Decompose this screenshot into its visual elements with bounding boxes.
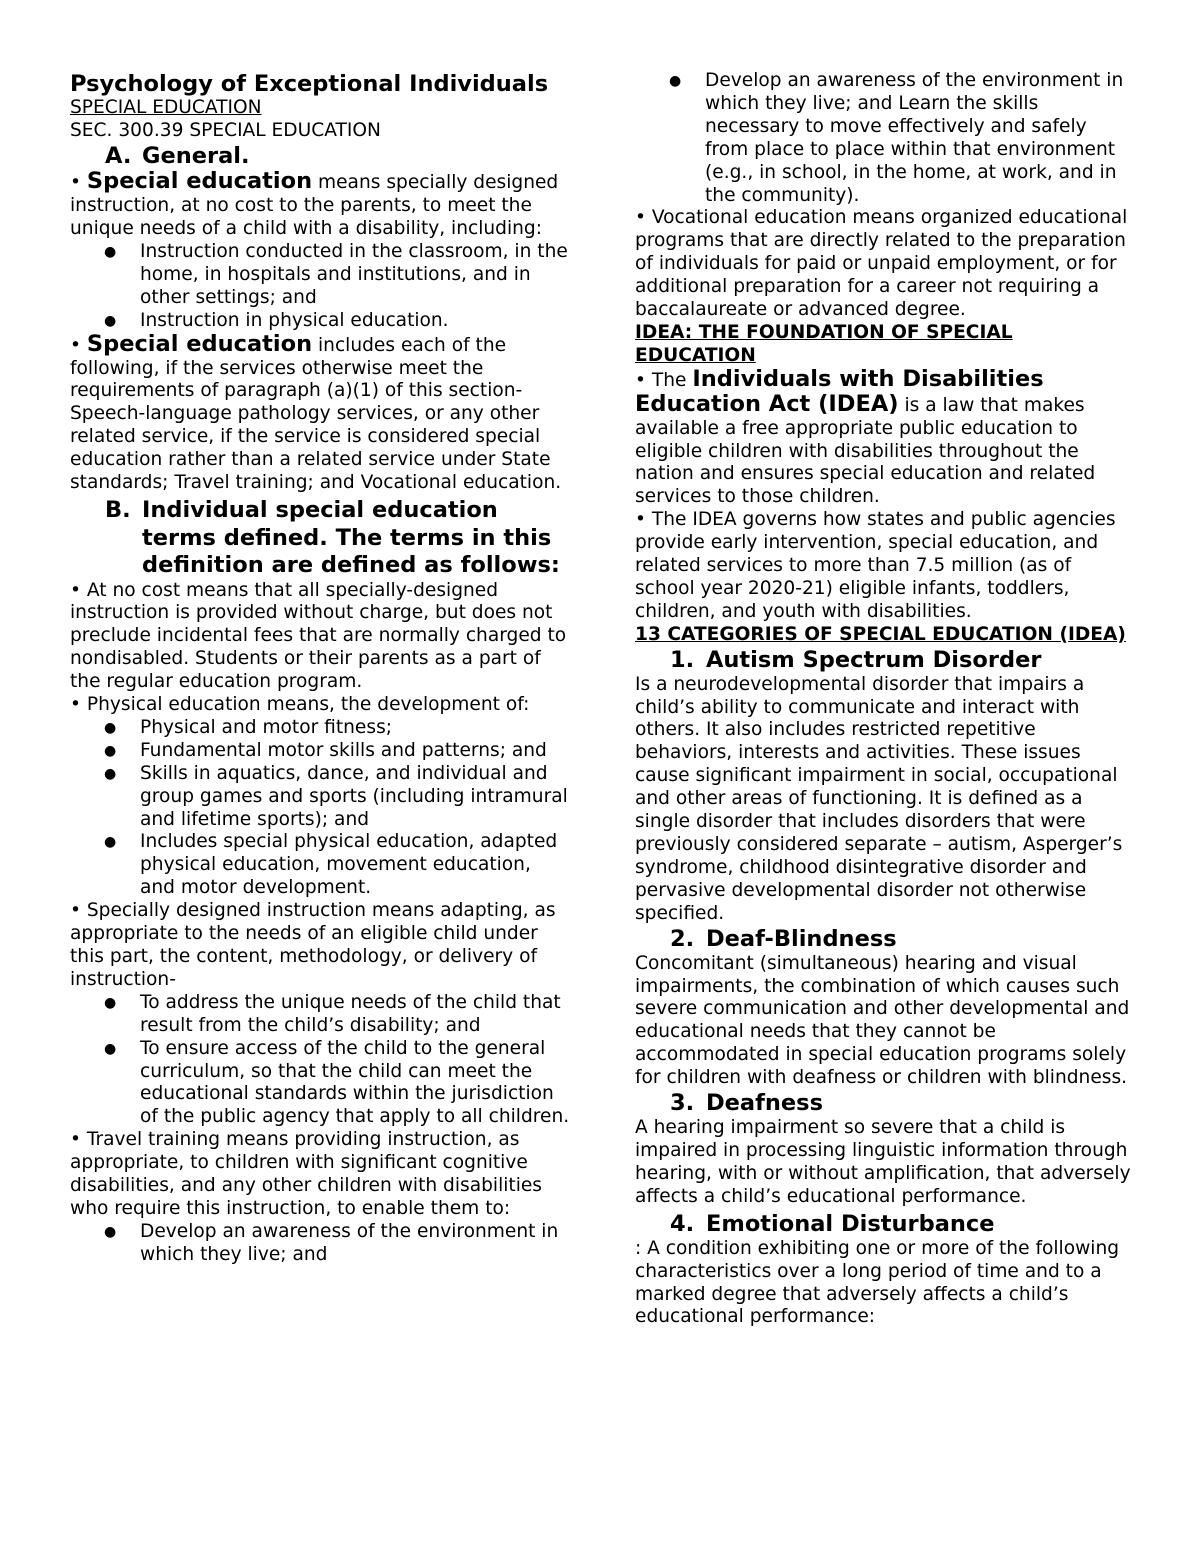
category-heading <box>635 926 1135 953</box>
paragraph-special-education-includes <box>70 330 570 495</box>
physical-education-list <box>70 717 570 900</box>
paragraph-idea-definition <box>635 365 1135 509</box>
paragraph-specially-designed-instruction: • Specially designed instruction means adapting, as appropriate to the needs of an eligible child under this part, the content, methodology, or delivery of instruction- <box>70 900 556 990</box>
heading-idea-foundation: IDEA: THE FOUNDATION OF SPECIAL EDUCATION <box>635 321 1013 366</box>
list-item <box>635 70 1135 207</box>
travel-training-list-continued <box>635 70 1135 207</box>
section-a-title: General. <box>142 142 250 169</box>
paragraph-physical-education: • Physical education means, the development of: <box>70 694 530 716</box>
category-number: 3. <box>670 1090 695 1117</box>
bullet-icon: ● <box>104 1040 117 1057</box>
bullet-icon: ● <box>104 1223 117 1240</box>
special-education-settings-list <box>70 241 570 333</box>
bullet-icon: ● <box>104 244 117 261</box>
bullet-icon: ● <box>669 73 682 89</box>
list-item-text: Develop an awareness of the environment in which they live; and <box>140 1220 559 1265</box>
term-idea: Individuals with Disabilities Education Act (IDEA) <box>635 365 1044 417</box>
list-item-text: Develop an awareness of the environment in which they live; and Learn the skills necessary to move effectively and safely from place to place within that environment (e.g., in school, in the home, at work, and in the community). <box>705 70 1124 206</box>
paragraph-travel-training: • Travel training means providing instruction, as appropriate, to children with significant cognitive disabilities, and any other children with disabilities who require this instruction, to enable them to: <box>70 1129 542 1219</box>
paragraph-vocational-education: • Vocational education means organized educational programs that are directly related to the preparation of individuals for paid or unpaid employment, or for additional preparation for a career not requiring a baccalaureate or advanced degree. <box>635 207 1128 321</box>
paragraph-special-education-means <box>70 170 570 241</box>
list-item-text: Physical and motor fitness; <box>140 716 393 738</box>
specially-designed-instruction-list <box>70 992 570 1129</box>
heading-special-education: SPECIAL EDUCATION <box>70 97 262 118</box>
paragraph-idea-governs: • The IDEA governs how states and public agencies provide early intervention, special education, and related services to more than 7.5 million (as of school year 2020-21) eligible infants, toddlers, children, and youth with disabilities. <box>635 509 1116 622</box>
term-special-education: Special education <box>86 168 313 195</box>
list-item-text: Includes special physical education, adapted physical education, movement education, and motor development. <box>140 831 558 899</box>
list-item <box>70 992 570 1038</box>
list-item <box>70 1038 570 1130</box>
list-item <box>70 717 570 740</box>
right-column <box>635 70 1135 1329</box>
list-item-text: Skills in aquatics, dance, and individual and group games and sports (including intramural and lifetime sports); and <box>140 762 568 830</box>
paragraph-at-no-cost: • At no cost means that all specially-designed instruction is provided without charge, but does not preclude incidental fees that are normally charged to nondisabled. Students or their parents as a part of the regular education program. <box>70 579 567 693</box>
left-column <box>70 71 570 1267</box>
category-description: : A condition exhibiting one or more of the following characteristics over a long period of time and to a marked degree that adversely affects a child’s educational performance: <box>635 1237 1120 1328</box>
paragraph-text: includes each of the following, if the services otherwise meet the requirements of paragraph (a)(1) of this section- Speech-language pathology services, or any other related service, if the service is considered special education rather than a related service under State standards; Travel training; and Vocational education. <box>70 334 562 494</box>
list-item-text: Instruction in physical education. <box>140 309 449 331</box>
list-item <box>70 763 570 832</box>
heading-13-categories: 13 CATEGORIES OF SPECIAL EDUCATION (IDEA) <box>635 623 1126 645</box>
list-item <box>70 1221 570 1267</box>
category-number: 4. <box>670 1210 695 1237</box>
paragraph-text: is a law that makes available a free appropriate public education to eligible children with disabilities throughout the nation and ensures special education and related services to those children. <box>635 394 1096 508</box>
list-item <box>70 310 570 333</box>
category-heading <box>635 1090 1135 1117</box>
section-a-heading <box>70 143 570 171</box>
list-item-text: To ensure access of the child to the general curriculum, so that the child can meet the educational standards within the jurisdiction of the public agency that apply to all children. <box>140 1037 570 1128</box>
category-description: A hearing impairment so severe that a child is impaired in processing linguistic information through hearing, with or without amplification, that adversely affects a child’s educational performance. <box>635 1117 1131 1207</box>
section-b-marker: B. <box>105 497 131 523</box>
category-title: Emotional Disturbance <box>706 1210 995 1237</box>
category-heading <box>635 647 1135 674</box>
bullet-icon: ● <box>104 719 117 736</box>
heading-sec-300-39: SEC. 300.39 SPECIAL EDUCATION <box>70 119 381 141</box>
list-item-text: Fundamental motor skills and patterns; and <box>140 739 547 761</box>
list-item-text: Instruction conducted in the classroom, in the home, in hospitals and institutions, and in other settings; and <box>140 241 568 308</box>
travel-training-list <box>70 1221 570 1267</box>
category-description: Concomitant (simultaneous) hearing and visual impairments, the combination of which causes such severe communication and other developmental and educational needs that they cannot be accommodated in special education programs solely for children with deafness or children with blindness. <box>635 952 1130 1089</box>
category-description: Is a neurodevelopmental disorder that impairs a child’s ability to communicate and interact with others. It also includes restricted repetitive behaviors, interests and activities. These issues cause significant impairment in social, occupational and other areas of functioning. It is defined as a single disorder that includes disorders that were previously considered separate – autism, Asperger’s syndrome, childhood disintegrative disorder and pervasive developmental disorder not otherwise specified. <box>635 673 1123 924</box>
bullet-icon: ● <box>104 994 117 1011</box>
section-b-heading <box>70 497 570 580</box>
list-item <box>70 740 570 763</box>
paragraph-lead: • The <box>635 369 693 391</box>
document-title: Psychology of Exceptional Individuals <box>70 71 549 97</box>
section-a-marker: A. <box>105 142 132 169</box>
list-item <box>70 831 570 900</box>
bullet: • <box>70 172 81 194</box>
category-title: Autism Spectrum Disorder <box>706 646 1042 673</box>
category-number: 2. <box>670 925 695 952</box>
list-item <box>70 241 570 310</box>
bullet-icon: ● <box>104 742 117 759</box>
category-title: Deaf-Blindness <box>706 925 897 952</box>
category-number: 1. <box>670 646 695 673</box>
bullet-icon: ● <box>104 312 117 329</box>
section-b-title: Individual special education terms defined. The terms in this definition are defined as follows: <box>142 497 560 578</box>
bullet-icon: ● <box>104 834 117 851</box>
category-title: Deafness <box>706 1090 823 1117</box>
term-special-education: Special education <box>86 330 313 357</box>
list-item-text: To address the unique needs of the child that result from the child’s disability; and <box>140 991 561 1036</box>
bullet: • <box>70 334 81 356</box>
bullet-icon: ● <box>104 765 117 782</box>
paragraph-text: means specially designed instruction, at no cost to the parents, to meet the unique needs of a child with a disability, including: <box>70 172 559 240</box>
category-heading <box>635 1211 1135 1238</box>
